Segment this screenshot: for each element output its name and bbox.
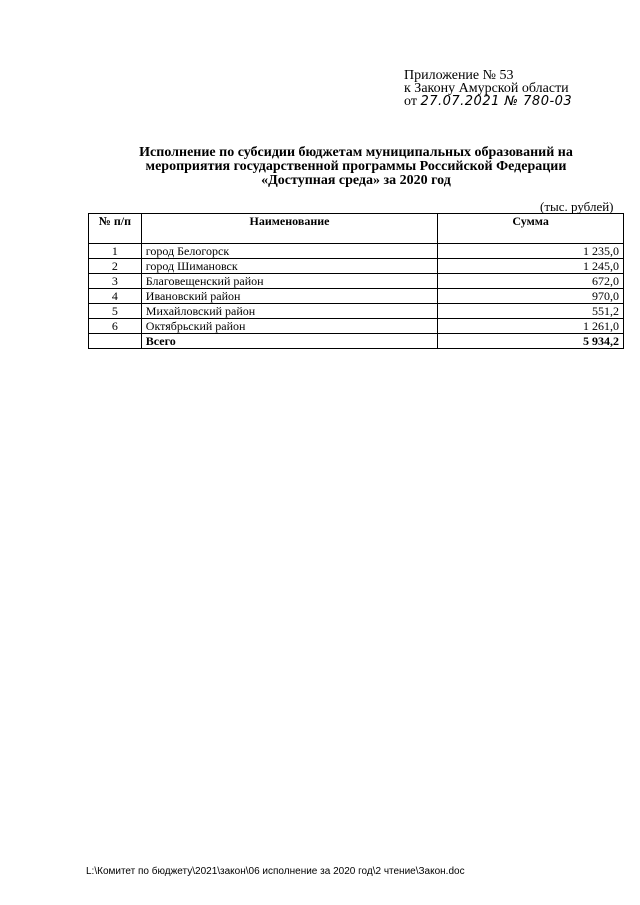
row-number: 1	[89, 244, 142, 259]
row-name: город Шимановск	[141, 259, 437, 274]
row-amount: 1 235,0	[438, 244, 624, 259]
row-number: 4	[89, 289, 142, 304]
row-name: Михайловский район	[141, 304, 437, 319]
title-line-2: мероприятия государственной программы Российской Федерации	[145, 159, 567, 174]
table-header-row	[89, 214, 624, 244]
header-number: № п/п	[89, 214, 142, 244]
row-number: 3	[89, 274, 142, 289]
title-line-1: Исполнение по субсидии бюджетам муниципальных образований на	[139, 145, 573, 160]
appendix-law-reference: к Закону Амурской области	[404, 81, 569, 96]
row-amount: 551,2	[438, 304, 624, 319]
table-row	[89, 244, 624, 259]
file-path-footer: L:\Комитет по бюджету\2021\закон\06 исполнение за 2020 год\2 чтение\Закон.doc	[86, 866, 465, 877]
appendix-number: Приложение № 53	[404, 68, 514, 83]
table-row	[89, 319, 624, 334]
table-row	[89, 304, 624, 319]
row-number: 5	[89, 304, 142, 319]
table-total-row	[89, 334, 624, 349]
row-amount: 1 245,0	[438, 259, 624, 274]
row-number: 2	[89, 259, 142, 274]
total-label: Всего	[141, 334, 437, 349]
subsidy-table	[88, 213, 624, 349]
table-row	[89, 289, 624, 304]
table-row	[89, 274, 624, 289]
row-name: Благовещенский район	[141, 274, 437, 289]
row-name: город Белогорск	[141, 244, 437, 259]
appendix-date-line	[404, 95, 572, 108]
title-line-3: «Доступная среда» за 2020 год	[261, 173, 451, 188]
total-number	[89, 334, 142, 349]
total-amount: 5 934,2	[438, 334, 624, 349]
row-number: 6	[89, 319, 142, 334]
row-name: Ивановский район	[141, 289, 437, 304]
row-amount: 672,0	[438, 274, 624, 289]
document-title	[88, 146, 624, 188]
table-row	[89, 259, 624, 274]
appendix-header	[404, 69, 572, 108]
handwritten-date-number: 27.07.2021 № 780-03	[420, 94, 573, 109]
units-label: (тыс. рублей)	[540, 199, 614, 214]
row-amount: 970,0	[438, 289, 624, 304]
header-name: Наименование	[141, 214, 437, 244]
row-name: Октябрьский район	[141, 319, 437, 334]
row-amount: 1 261,0	[438, 319, 624, 334]
appendix-date-prefix: от	[404, 94, 417, 109]
header-amount: Сумма	[438, 214, 624, 244]
